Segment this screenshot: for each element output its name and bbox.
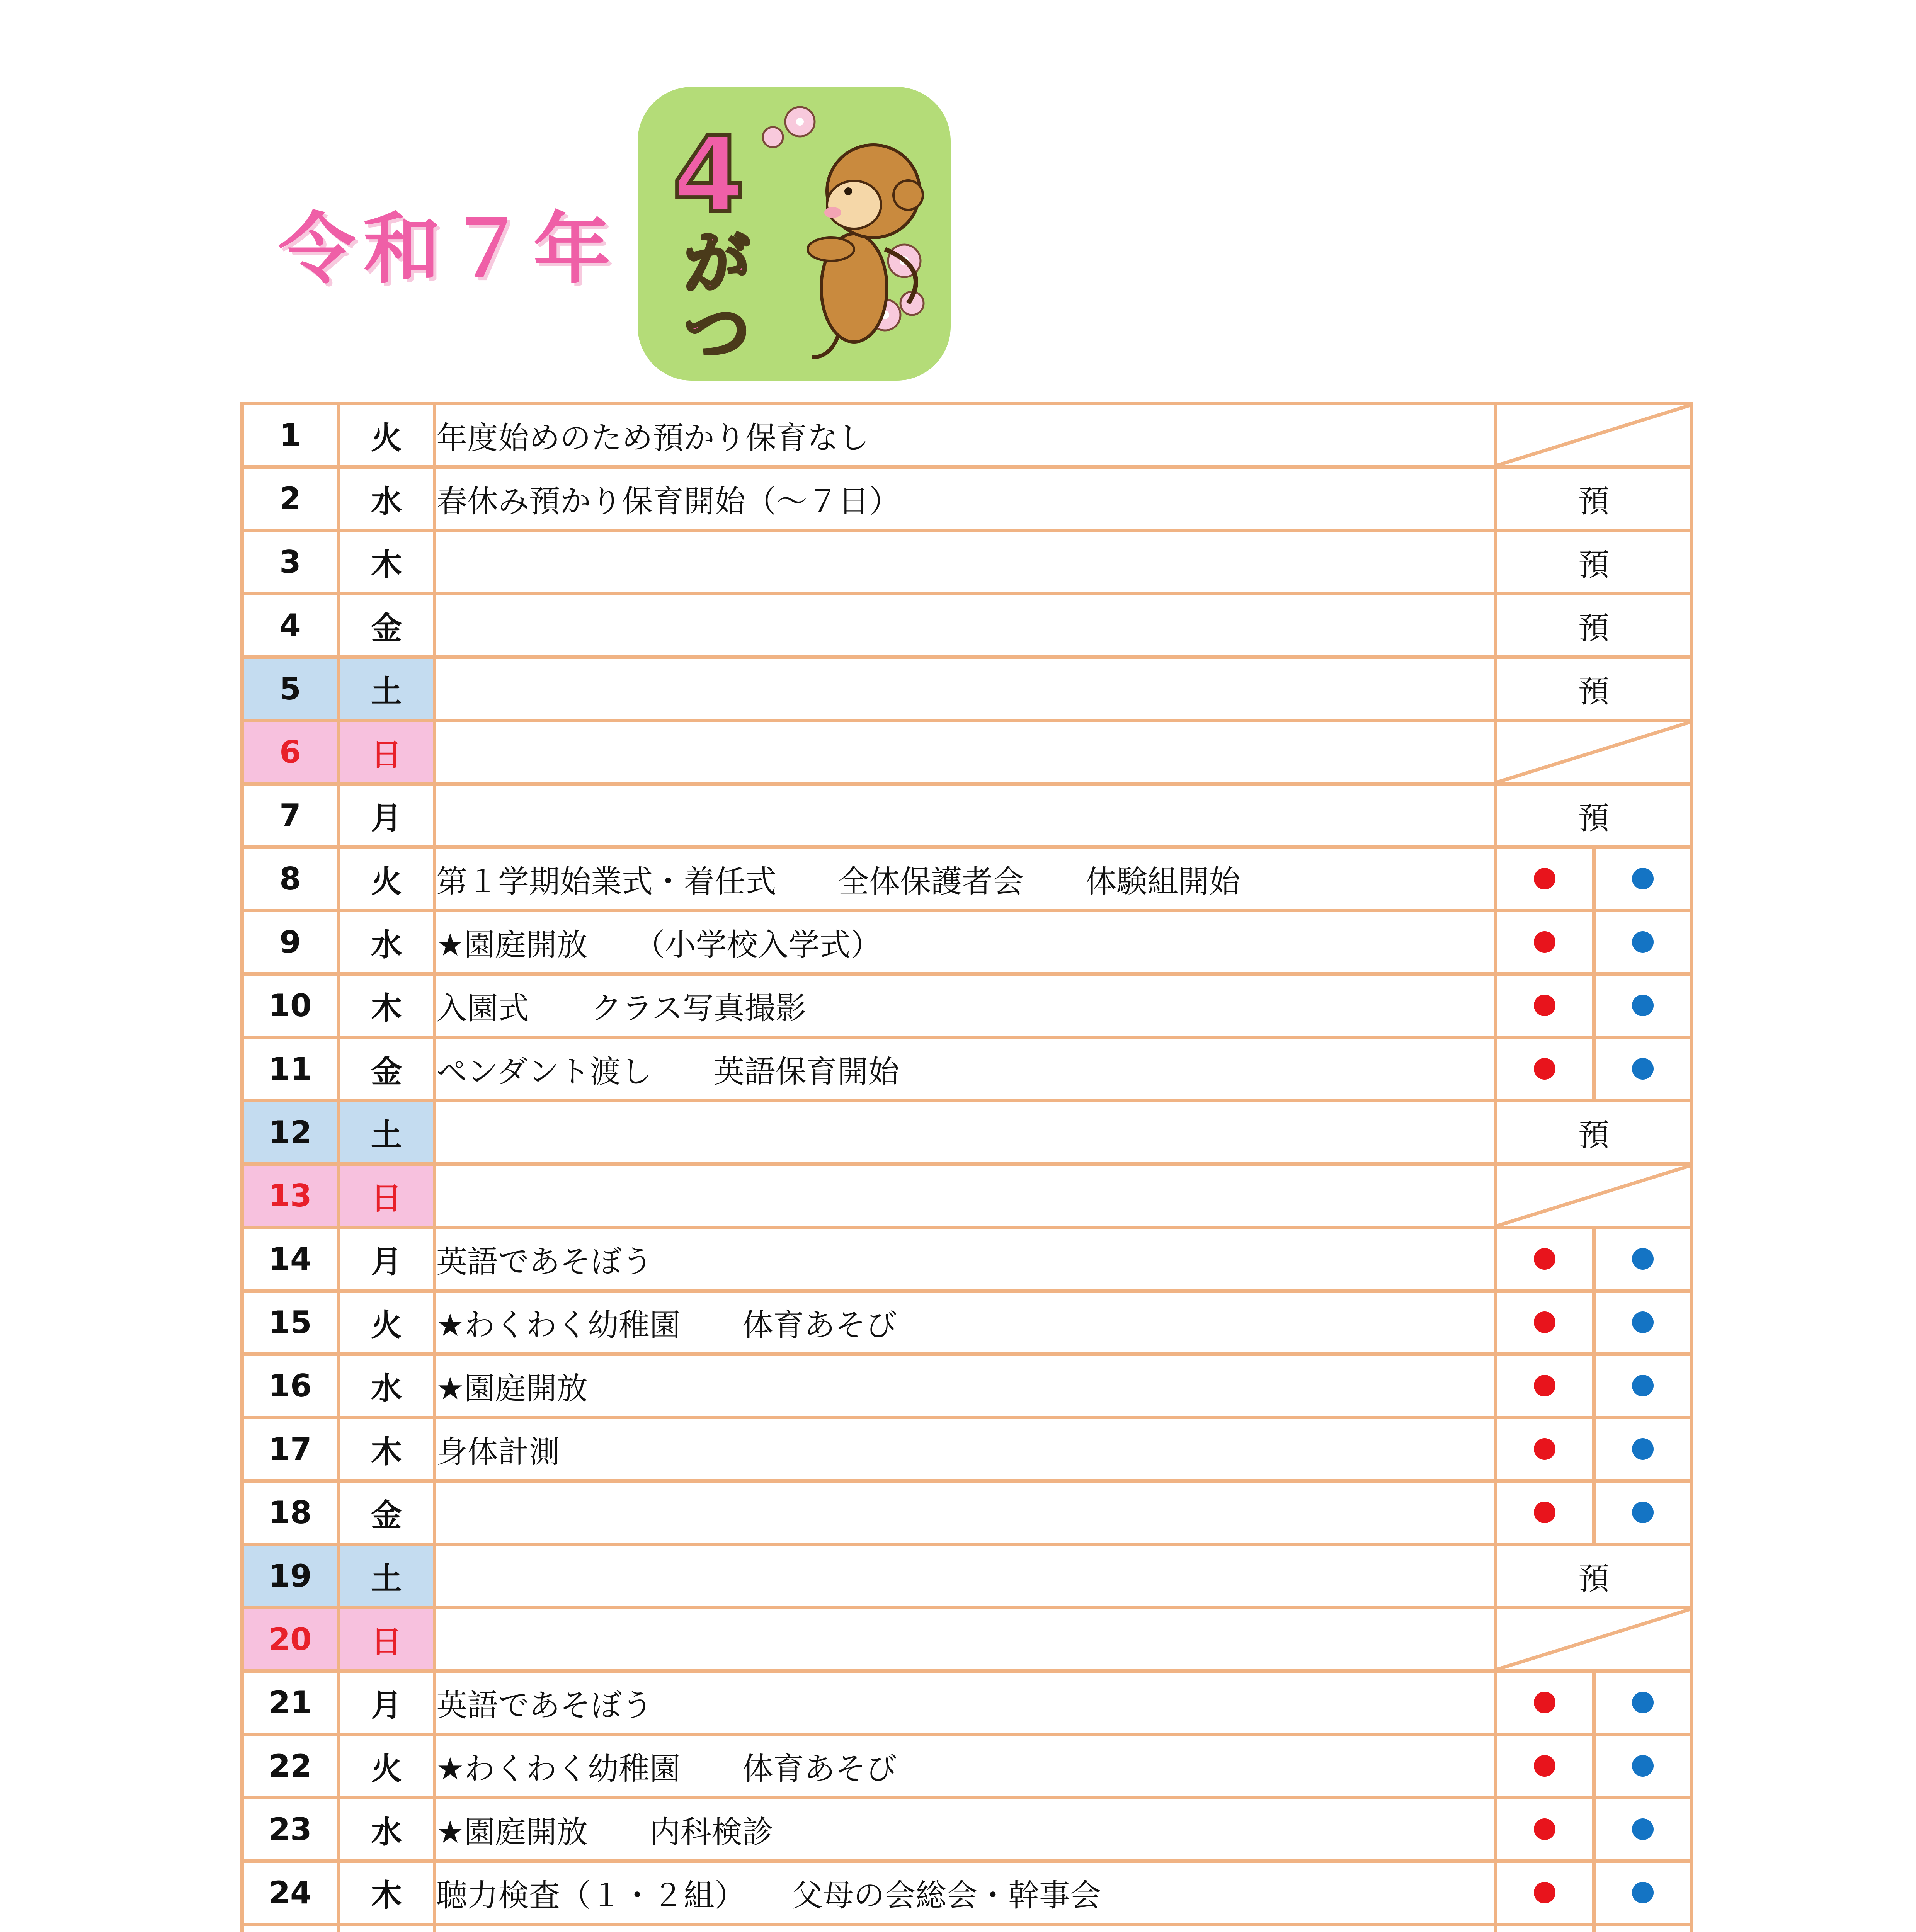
day-number: 3 bbox=[242, 531, 339, 594]
calendar-row bbox=[242, 1418, 1692, 1481]
weekday: 水 bbox=[339, 467, 435, 531]
red-dot-icon bbox=[1534, 1058, 1555, 1080]
day-number: 8 bbox=[242, 847, 339, 911]
calendar-row bbox=[242, 1101, 1692, 1164]
calendar-row bbox=[242, 784, 1692, 847]
childcare-status: 預 bbox=[1496, 594, 1692, 657]
attendance-mark-red bbox=[1496, 1861, 1594, 1925]
calendar-row bbox=[242, 1798, 1692, 1861]
event-text bbox=[435, 657, 1496, 721]
no-childcare-cell bbox=[1496, 1164, 1692, 1228]
event-text bbox=[435, 1608, 1496, 1671]
day-number bbox=[242, 1925, 339, 1932]
weekday: 月 bbox=[339, 1671, 435, 1735]
weekday: 金 bbox=[339, 1481, 435, 1544]
weekday: 日 bbox=[339, 1164, 435, 1228]
event-text bbox=[435, 531, 1496, 594]
blue-dot-icon bbox=[1632, 1375, 1654, 1396]
event-text bbox=[435, 1544, 1496, 1608]
blue-dot-icon bbox=[1632, 1058, 1654, 1080]
weekday: 月 bbox=[339, 784, 435, 847]
diagonal-slash-icon bbox=[1497, 1609, 1690, 1669]
calendar-row bbox=[242, 721, 1692, 784]
event-text: ★園庭開放 bbox=[435, 1354, 1496, 1418]
event-text: ★わくわく幼稚園 体育あそび bbox=[435, 1735, 1496, 1798]
month-number: 4 bbox=[672, 114, 745, 236]
attendance-mark-blue bbox=[1594, 1354, 1692, 1418]
calendar-row bbox=[242, 1037, 1692, 1101]
month-label: がつ bbox=[671, 226, 752, 365]
event-text: 身体計測 bbox=[435, 1418, 1496, 1481]
attendance-mark-red bbox=[1496, 1291, 1594, 1354]
weekday: 水 bbox=[339, 1354, 435, 1418]
event-text bbox=[435, 594, 1496, 657]
calendar-table bbox=[240, 402, 1693, 1932]
event-text bbox=[435, 1925, 1496, 1932]
attendance-mark-blue bbox=[1594, 1798, 1692, 1861]
event-text bbox=[435, 1164, 1496, 1228]
calendar-row bbox=[242, 1861, 1692, 1925]
attendance-mark-blue bbox=[1594, 847, 1692, 911]
event-text: ペンダント渡し 英語保育開始 bbox=[435, 1037, 1496, 1101]
childcare-status: 預 bbox=[1496, 1101, 1692, 1164]
blue-dot-icon bbox=[1632, 1311, 1654, 1333]
calendar-row bbox=[242, 594, 1692, 657]
attendance-mark-red bbox=[1496, 847, 1594, 911]
diagonal-slash-icon bbox=[1497, 722, 1690, 782]
weekday: 土 bbox=[339, 1544, 435, 1608]
day-number: 7 bbox=[242, 784, 339, 847]
weekday: 日 bbox=[339, 1608, 435, 1671]
calendar-row bbox=[242, 1481, 1692, 1544]
blue-dot-icon bbox=[1632, 931, 1654, 953]
event-text: ★園庭開放 内科検診 bbox=[435, 1798, 1496, 1861]
no-childcare-cell bbox=[1496, 404, 1692, 467]
event-text bbox=[435, 1481, 1496, 1544]
day-number: 20 bbox=[242, 1608, 339, 1671]
calendar-row bbox=[242, 1291, 1692, 1354]
event-text bbox=[435, 1101, 1496, 1164]
day-number: 6 bbox=[242, 721, 339, 784]
weekday: 土 bbox=[339, 1101, 435, 1164]
childcare-status: 預 bbox=[1496, 467, 1692, 531]
weekday: 火 bbox=[339, 1735, 435, 1798]
red-dot-icon bbox=[1534, 868, 1555, 889]
day-number: 1 bbox=[242, 404, 339, 467]
calendar-row bbox=[242, 1544, 1692, 1608]
year-title: 令和７年 bbox=[278, 204, 619, 294]
weekday: 木 bbox=[339, 1861, 435, 1925]
attendance-mark-red bbox=[1496, 1798, 1594, 1861]
event-text: ★園庭開放 （小学校入学式） bbox=[435, 911, 1496, 974]
weekday: 水 bbox=[339, 911, 435, 974]
attendance-mark-red bbox=[1496, 1481, 1594, 1544]
weekday bbox=[339, 1925, 435, 1932]
event-text bbox=[435, 721, 1496, 784]
childcare-status: 預 bbox=[1496, 531, 1692, 594]
no-childcare-cell bbox=[1496, 1608, 1692, 1671]
calendar-row bbox=[242, 911, 1692, 974]
event-text: 英語であそぼう bbox=[435, 1671, 1496, 1735]
day-number: 24 bbox=[242, 1861, 339, 1925]
attendance-mark-red bbox=[1496, 1418, 1594, 1481]
calendar-row bbox=[242, 1608, 1692, 1671]
calendar-row bbox=[242, 847, 1692, 911]
blue-dot-icon bbox=[1632, 1692, 1654, 1713]
day-number: 21 bbox=[242, 1671, 339, 1735]
event-text: 入園式 クラス写真撮影 bbox=[435, 974, 1496, 1037]
day-number: 22 bbox=[242, 1735, 339, 1798]
blue-dot-icon bbox=[1632, 1818, 1654, 1840]
red-dot-icon bbox=[1534, 1502, 1555, 1523]
event-text: 第１学期始業式・着任式 全体保護者会 体験組開始 bbox=[435, 847, 1496, 911]
childcare-status: 預 bbox=[1496, 784, 1692, 847]
red-dot-icon bbox=[1534, 1818, 1555, 1840]
event-text: 聴力検査（１・２組） 父母の会総会・幹事会 bbox=[435, 1861, 1496, 1925]
day-number: 9 bbox=[242, 911, 339, 974]
weekday: 金 bbox=[339, 594, 435, 657]
red-dot-icon bbox=[1534, 1438, 1555, 1460]
day-number: 18 bbox=[242, 1481, 339, 1544]
weekday: 土 bbox=[339, 657, 435, 721]
red-dot-icon bbox=[1534, 995, 1555, 1016]
attendance-mark-blue bbox=[1594, 1228, 1692, 1291]
calendar-row bbox=[242, 1671, 1692, 1735]
diagonal-slash-icon bbox=[1497, 1166, 1690, 1226]
red-dot-icon bbox=[1534, 1882, 1555, 1903]
event-text: 英語であそぼう bbox=[435, 1228, 1496, 1291]
blue-dot-icon bbox=[1632, 1248, 1654, 1270]
month-badge bbox=[638, 87, 951, 381]
attendance-mark-red bbox=[1496, 1228, 1594, 1291]
no-childcare-cell bbox=[1496, 721, 1692, 784]
weekday: 火 bbox=[339, 1291, 435, 1354]
calendar-row bbox=[242, 1354, 1692, 1418]
attendance-mark-red bbox=[1496, 1735, 1594, 1798]
weekday: 木 bbox=[339, 531, 435, 594]
blue-dot-icon bbox=[1632, 1755, 1654, 1777]
calendar-row bbox=[242, 404, 1692, 467]
day-number: 13 bbox=[242, 1164, 339, 1228]
attendance-mark-red bbox=[1496, 1354, 1594, 1418]
red-dot-icon bbox=[1534, 1755, 1555, 1777]
event-text bbox=[435, 784, 1496, 847]
blue-dot-icon bbox=[1632, 1438, 1654, 1460]
weekday: 日 bbox=[339, 721, 435, 784]
attendance-mark-blue bbox=[1594, 1671, 1692, 1735]
day-number: 2 bbox=[242, 467, 339, 531]
day-number: 11 bbox=[242, 1037, 339, 1101]
day-number: 16 bbox=[242, 1354, 339, 1418]
day-number: 23 bbox=[242, 1798, 339, 1861]
calendar-row bbox=[242, 531, 1692, 594]
day-number: 19 bbox=[242, 1544, 339, 1608]
calendar-row bbox=[242, 1735, 1692, 1798]
event-text: ★わくわく幼稚園 体育あそび bbox=[435, 1291, 1496, 1354]
weekday: 金 bbox=[339, 1037, 435, 1101]
red-dot-icon bbox=[1534, 1692, 1555, 1713]
blue-dot-icon bbox=[1632, 1502, 1654, 1523]
diagonal-slash-icon bbox=[1497, 405, 1690, 465]
attendance-mark-blue bbox=[1594, 1861, 1692, 1925]
attendance-mark-blue bbox=[1594, 1481, 1692, 1544]
weekday: 水 bbox=[339, 1798, 435, 1861]
attendance-mark-blue bbox=[1594, 1735, 1692, 1798]
calendar-row bbox=[242, 974, 1692, 1037]
event-text: 春休み預かり保育開始（～７日） bbox=[435, 467, 1496, 531]
weekday: 火 bbox=[339, 847, 435, 911]
event-text: 年度始めのため預かり保育なし bbox=[435, 404, 1496, 467]
calendar-row bbox=[242, 1228, 1692, 1291]
red-dot-icon bbox=[1534, 1311, 1555, 1333]
day-number: 14 bbox=[242, 1228, 339, 1291]
attendance-mark-red bbox=[1496, 1925, 1594, 1932]
attendance-mark-blue bbox=[1594, 1037, 1692, 1101]
attendance-mark-red bbox=[1496, 974, 1594, 1037]
day-number: 15 bbox=[242, 1291, 339, 1354]
weekday: 月 bbox=[339, 1228, 435, 1291]
attendance-mark-red bbox=[1496, 1671, 1594, 1735]
blue-dot-icon bbox=[1632, 868, 1654, 889]
attendance-mark-blue bbox=[1594, 1291, 1692, 1354]
attendance-mark-red bbox=[1496, 1037, 1594, 1101]
day-number: 17 bbox=[242, 1418, 339, 1481]
day-number: 10 bbox=[242, 974, 339, 1037]
day-number: 12 bbox=[242, 1101, 339, 1164]
red-dot-icon bbox=[1534, 1375, 1555, 1396]
weekday: 木 bbox=[339, 974, 435, 1037]
calendar-row bbox=[242, 1164, 1692, 1228]
attendance-mark-blue bbox=[1594, 1925, 1692, 1932]
childcare-status: 預 bbox=[1496, 1544, 1692, 1608]
blue-dot-icon bbox=[1632, 995, 1654, 1016]
calendar-row bbox=[242, 657, 1692, 721]
day-number: 4 bbox=[242, 594, 339, 657]
weekday: 火 bbox=[339, 404, 435, 467]
blue-dot-icon bbox=[1632, 1882, 1654, 1903]
calendar-row bbox=[242, 467, 1692, 531]
attendance-mark-blue bbox=[1594, 974, 1692, 1037]
weekday: 木 bbox=[339, 1418, 435, 1481]
attendance-mark-blue bbox=[1594, 1418, 1692, 1481]
calendar-row bbox=[242, 1925, 1692, 1932]
red-dot-icon bbox=[1534, 931, 1555, 953]
day-number: 5 bbox=[242, 657, 339, 721]
attendance-mark-blue bbox=[1594, 911, 1692, 974]
attendance-mark-red bbox=[1496, 911, 1594, 974]
childcare-status: 預 bbox=[1496, 657, 1692, 721]
red-dot-icon bbox=[1534, 1248, 1555, 1270]
